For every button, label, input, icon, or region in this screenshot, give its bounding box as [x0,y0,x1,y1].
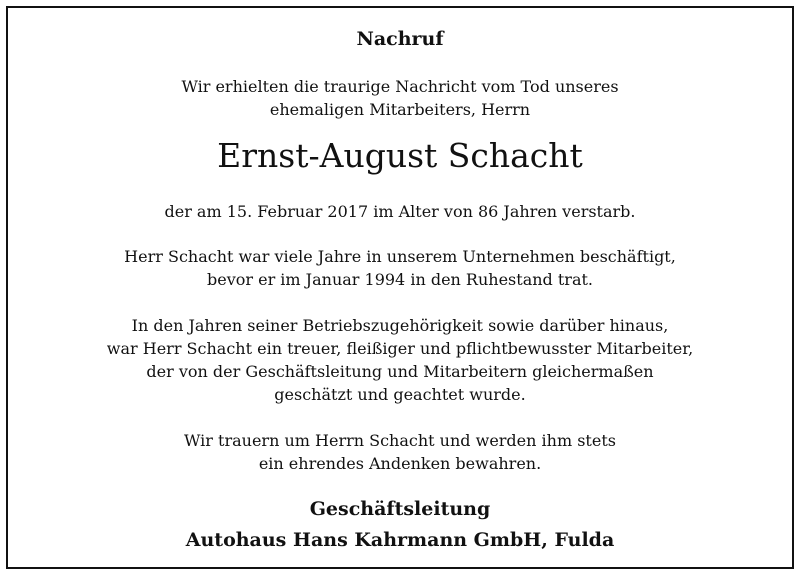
obituary-notice [6,6,794,569]
notice-title: Nachruf [356,28,444,50]
signature-role: Geschäftsleitung [309,498,491,520]
intro-line-1: Wir erhielten die traurige Nachricht vom Tod unseres [181,77,619,96]
closing-line-2: ein ehrendes Andenken bewahren. [258,454,542,473]
signature-company: Autohaus Hans Kahrmann GmbH, Fulda [185,529,615,551]
closing-line-1: Wir trauern um Herrn Schacht und werden ihm stets [184,431,616,450]
tribute-line-1: In den Jahren seiner Betriebszugehörigkeit sowie darüber hinaus, [131,316,669,335]
tribute-line-3: der von der Geschäftsleitung und Mitarbeitern gleichermaßen [146,362,654,381]
career-line-2: bevor er im Januar 1994 in den Ruhestand trat. [206,270,593,289]
tribute-line-2: war Herr Schacht ein treuer, fleißiger und pflichtbewusster Mitarbeiter, [106,339,694,358]
career-line-1: Herr Schacht war viele Jahre in unserem Unternehmen beschäftigt, [124,247,676,266]
deceased-name: Ernst-August Schacht [217,136,583,175]
tribute-line-4: geschätzt und geachtet wurde. [274,385,526,404]
death-line: der am 15. Februar 2017 im Alter von 86 Jahren verstarb. [164,202,636,221]
intro-line-2: ehemaligen Mitarbeiters, Herrn [269,100,531,119]
